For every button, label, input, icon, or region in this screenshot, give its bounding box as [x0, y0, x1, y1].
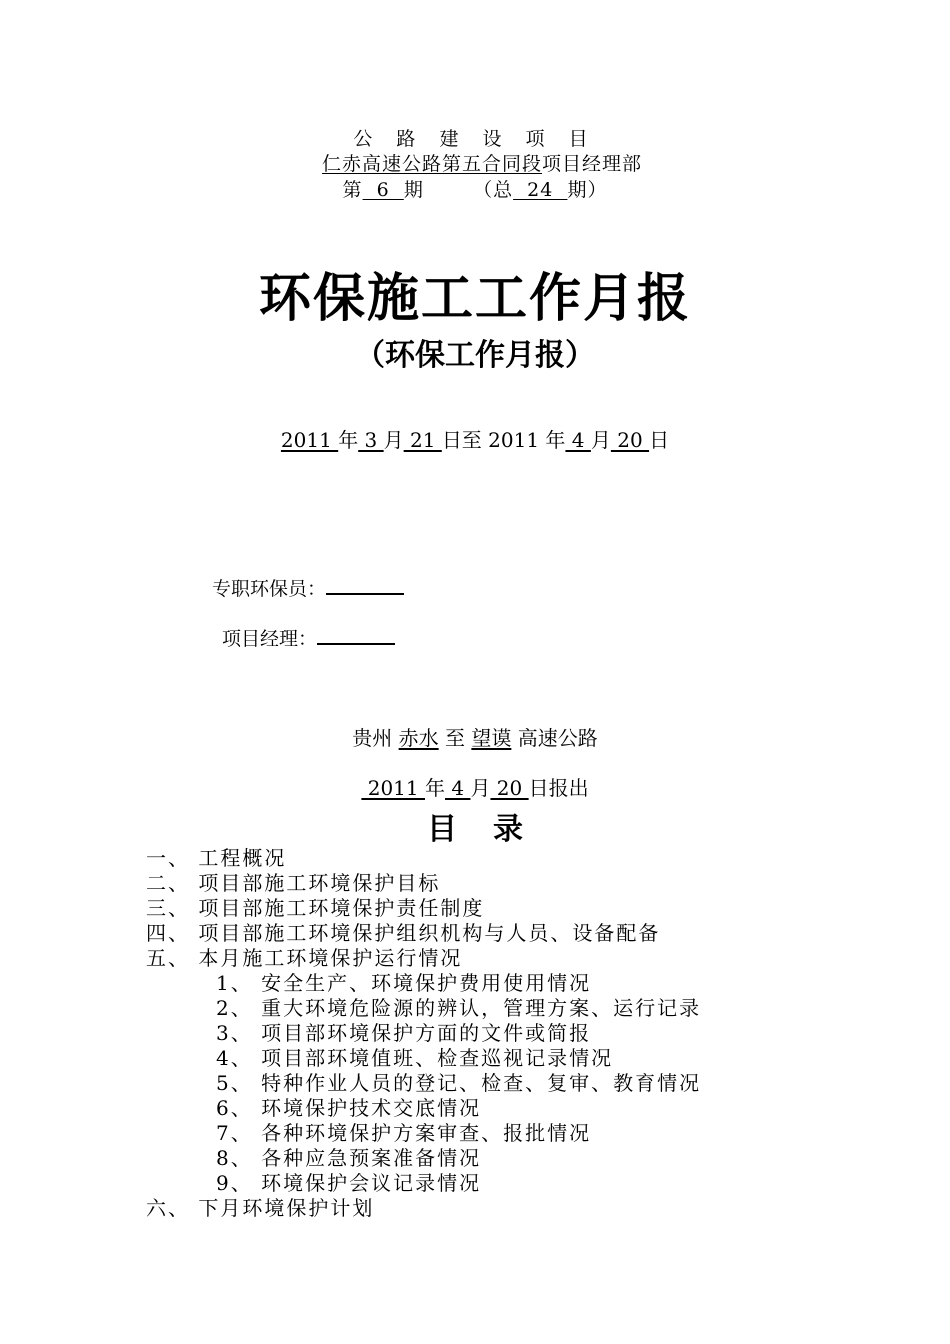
toc-sub-item: 4、 项目部环境值班、检查巡视记录情况: [216, 1046, 614, 1070]
road-to: 望谟: [471, 726, 512, 750]
toc-item: 一、 工程概况: [146, 846, 287, 870]
period-month-label: 月: [383, 428, 404, 452]
period-end-day: 20: [610, 428, 650, 452]
report-month: 4: [445, 776, 471, 800]
project-category: 公 路 建 设 项 目: [353, 128, 597, 150]
toc-title: 目录: [427, 812, 559, 847]
toc-item: 三、 项目部施工环境保护责任制度: [146, 896, 485, 920]
toc-sub-item: 2、 重大环境危险源的辨认，管理方案、运行记录: [216, 996, 702, 1020]
period-start-year: 2011: [280, 428, 339, 452]
issue-number: 6: [362, 179, 404, 201]
road-name: [0, 722, 950, 751]
issue-line: [0, 175, 950, 202]
document-subtitle: （环保工作月报）: [355, 338, 595, 373]
toc-sub-item: 6、 环境保护技术交底情况: [216, 1096, 482, 1120]
toc-sub-item: 1、 安全生产、环境保护费用使用情况: [216, 971, 592, 995]
env-officer-label: 专职环保员：: [212, 578, 327, 600]
period-day-label: 日: [649, 428, 670, 452]
toc-sub-item: 8、 各种应急预案准备情况: [216, 1146, 482, 1170]
toc-item: 二、 项目部施工环境保护目标: [146, 871, 441, 895]
report-month-label: 月: [470, 776, 491, 800]
project-manager-line: [222, 624, 395, 651]
toc-sub-item: 5、 特种作业人员的登记、检查、复审、教育情况: [216, 1071, 702, 1095]
toc-item: 六、 下月环境保护计划: [146, 1196, 375, 1220]
env-officer-signature-blank[interactable]: [326, 575, 404, 595]
period-end-month: 4: [565, 428, 591, 452]
project-manager-signature-blank[interactable]: [317, 625, 395, 645]
period-end-month-label: 月: [590, 428, 611, 452]
report-year: 2011: [361, 776, 425, 800]
report-day: 20: [490, 776, 529, 800]
project-manager-label: 项目经理：: [222, 628, 318, 650]
report-period: [0, 424, 950, 453]
department-pad: [308, 153, 322, 175]
report-year-label: 年: [425, 776, 445, 800]
period-year-label: 年: [338, 428, 359, 452]
report-date: [0, 772, 950, 801]
period-start-day: 21: [403, 428, 442, 452]
road-suffix: 高速公路: [511, 726, 598, 750]
toc-sub-item: 3、 项目部环境保护方面的文件或简报: [216, 1021, 592, 1045]
toc-item: 四、 项目部施工环境保护组织机构与人员、设备配备: [146, 921, 661, 945]
env-officer-line: [212, 574, 404, 601]
road-mid: 至: [438, 726, 472, 750]
issue-suffix: 期）: [567, 179, 608, 201]
project-department: [0, 149, 950, 176]
report-date-suffix: 日报出: [528, 776, 589, 800]
road-from: 赤水: [398, 726, 439, 750]
department-suffix: 项目经理部: [542, 153, 643, 175]
issue-prefix: 第: [342, 179, 363, 201]
period-start-month: 3: [358, 428, 384, 452]
department-name: 仁赤高速公路第五合同段: [322, 153, 543, 175]
period-to-label: 日至 2011 年: [441, 428, 566, 452]
toc-sub-item: 7、 各种环境保护方案审查、报批情况: [216, 1121, 592, 1145]
road-prefix: 贵州: [352, 726, 399, 750]
document-title: 环保施工工作月报: [258, 269, 691, 329]
issue-mid: 期 （总: [403, 179, 514, 201]
toc-sub-item: 9、 环境保护会议记录情况: [216, 1171, 482, 1195]
toc-item: 五、 本月施工环境保护运行情况: [146, 946, 463, 970]
total-number: 24: [513, 179, 568, 201]
